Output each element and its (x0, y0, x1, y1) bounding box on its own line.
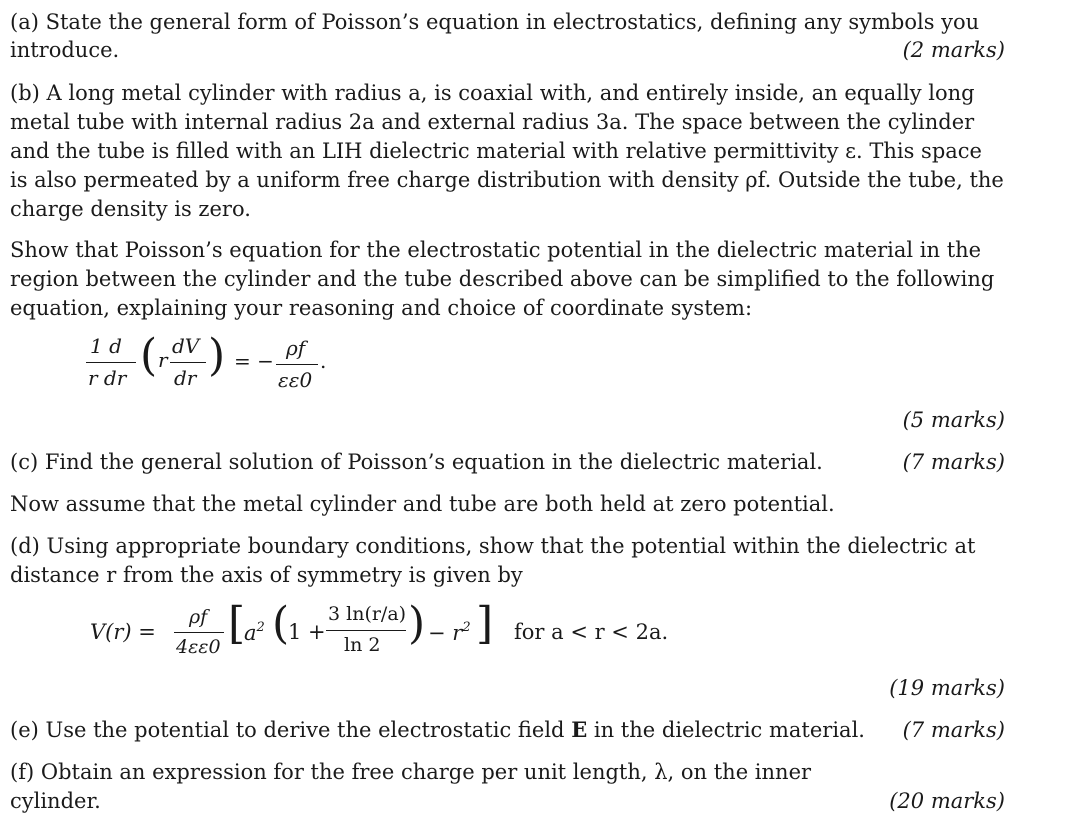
part-a-line-1 (10, 8, 979, 36)
eq2-a-exponent: 2 (256, 620, 265, 635)
eq1-numerator-3: ρf (286, 336, 306, 360)
eq1-equals-minus: = − (234, 349, 274, 373)
eq1-denominator-3: εε0 (278, 368, 313, 392)
part-d-text-1: Using appropriate boundary conditions, show that the potential within the dielectric at (46, 534, 976, 558)
part-b-line-1 (10, 79, 975, 107)
part-b-line-3: and the tube is filled with an LIH dielectric material with relative permittivity ε. This space (10, 139, 982, 163)
eq1-fraction-bar-3 (276, 364, 318, 365)
part-b-show-2: region between the cylinder and the tube described above can be simplified to the following (10, 267, 995, 291)
eq2-left-bracket: [ (228, 598, 246, 649)
eq2-r-exponent: 2 (462, 620, 471, 635)
part-b-text-1: A long metal cylinder with radius a, is coaxial with, and entirely inside, an equally long (46, 81, 975, 105)
part-f-label: (f) (10, 760, 35, 784)
part-b-line-5: charge density is zero. (10, 197, 251, 221)
eq1-period: . (320, 349, 327, 373)
part-f-line-1 (10, 758, 811, 786)
eq2-a: a (244, 621, 257, 645)
part-e-label: (e) (10, 718, 39, 742)
eq1-left-paren: ( (140, 330, 158, 381)
part-c-text: Find the general solution of Poisson’s equation in the dielectric material. (44, 450, 823, 474)
eq2-a-squared (244, 620, 265, 645)
part-c-line (10, 448, 823, 476)
part-a-text-1: State the general form of Poisson’s equation in electrostatics, defining any symbols you (45, 10, 980, 34)
part-b-line-2: metal tube with internal radius 2a and external radius 3a. The space between the cylinder (10, 110, 975, 134)
part-b-show-1: Show that Poisson’s equation for the electrostatic potential in the dielectric material in the (10, 238, 982, 262)
part-e-marks: (7 marks) (902, 718, 1005, 742)
part-f-marks: (20 marks) (889, 789, 1005, 813)
part-a-marks: (2 marks) (902, 38, 1005, 62)
eq2-numerator-1: ρf (189, 606, 208, 628)
eq1-numerator-1: 1 d (90, 334, 122, 358)
eq1-fraction-bar-1 (86, 362, 136, 363)
eq2-one-plus: 1 + (288, 620, 326, 644)
part-b-label: (b) (10, 81, 40, 105)
part-b-show-3: equation, explaining your reasoning and choice of coordinate system: (10, 296, 753, 320)
eq2-left-paren: ( (272, 598, 290, 649)
eq2-fraction-bar-1 (174, 632, 224, 633)
part-f-text-1: Obtain an expression for the free charge per unit length, λ, on the inner (40, 760, 812, 784)
eq2-right-bracket: ] (476, 598, 494, 649)
eq1-inner-r: r (158, 348, 168, 372)
eq2-fraction-bar-2 (326, 630, 406, 631)
part-c-marks: (7 marks) (902, 450, 1005, 474)
part-d-label: (d) (10, 534, 40, 558)
part-f-line-2: cylinder. (10, 789, 101, 813)
eq2-minus-r-squared (428, 620, 471, 645)
eq2-minus-r: − r (428, 621, 463, 645)
eq2-denominator-2: ln 2 (344, 634, 381, 656)
eq1-denominator-2: dr (174, 366, 197, 390)
part-a-line-2: introduce. (10, 38, 120, 62)
part-a-label: (a) (10, 10, 39, 34)
part-c-label: (c) (10, 450, 39, 474)
eq1-fraction-bar-2 (170, 362, 206, 363)
part-d-line-2: distance r from the axis of symmetry is given by (10, 563, 523, 587)
part-d-marks: (19 marks) (889, 676, 1005, 700)
eq2-denominator-1: 4εε0 (176, 636, 221, 658)
eq2-right-paren: ) (408, 598, 426, 649)
eq1-right-paren: ) (208, 330, 226, 381)
part-b-line-4: is also permeated by a uniform free charge distribution with density ρf. Outside the tube, the (10, 168, 1004, 192)
part-e-text-after: in the dielectric material. (593, 718, 865, 742)
part-e-line (10, 716, 865, 744)
eq2-condition: for a < r < 2a. (514, 620, 669, 644)
eq2-numerator-2: 3 ln(r/a) (328, 603, 407, 625)
part-e-text-before: Use the potential to derive the electrostatic field (45, 718, 565, 742)
eq2-lhs: V(r) = (90, 620, 156, 644)
part-b-marks: (5 marks) (902, 408, 1005, 432)
eq1-numerator-2: dV (172, 334, 200, 358)
assumption-text: Now assume that the metal cylinder and tube are both held at zero potential. (10, 492, 835, 516)
eq1-denominator-1: r dr (88, 366, 127, 390)
part-e-field-symbol: E (571, 717, 588, 742)
part-d-line-1 (10, 532, 975, 560)
